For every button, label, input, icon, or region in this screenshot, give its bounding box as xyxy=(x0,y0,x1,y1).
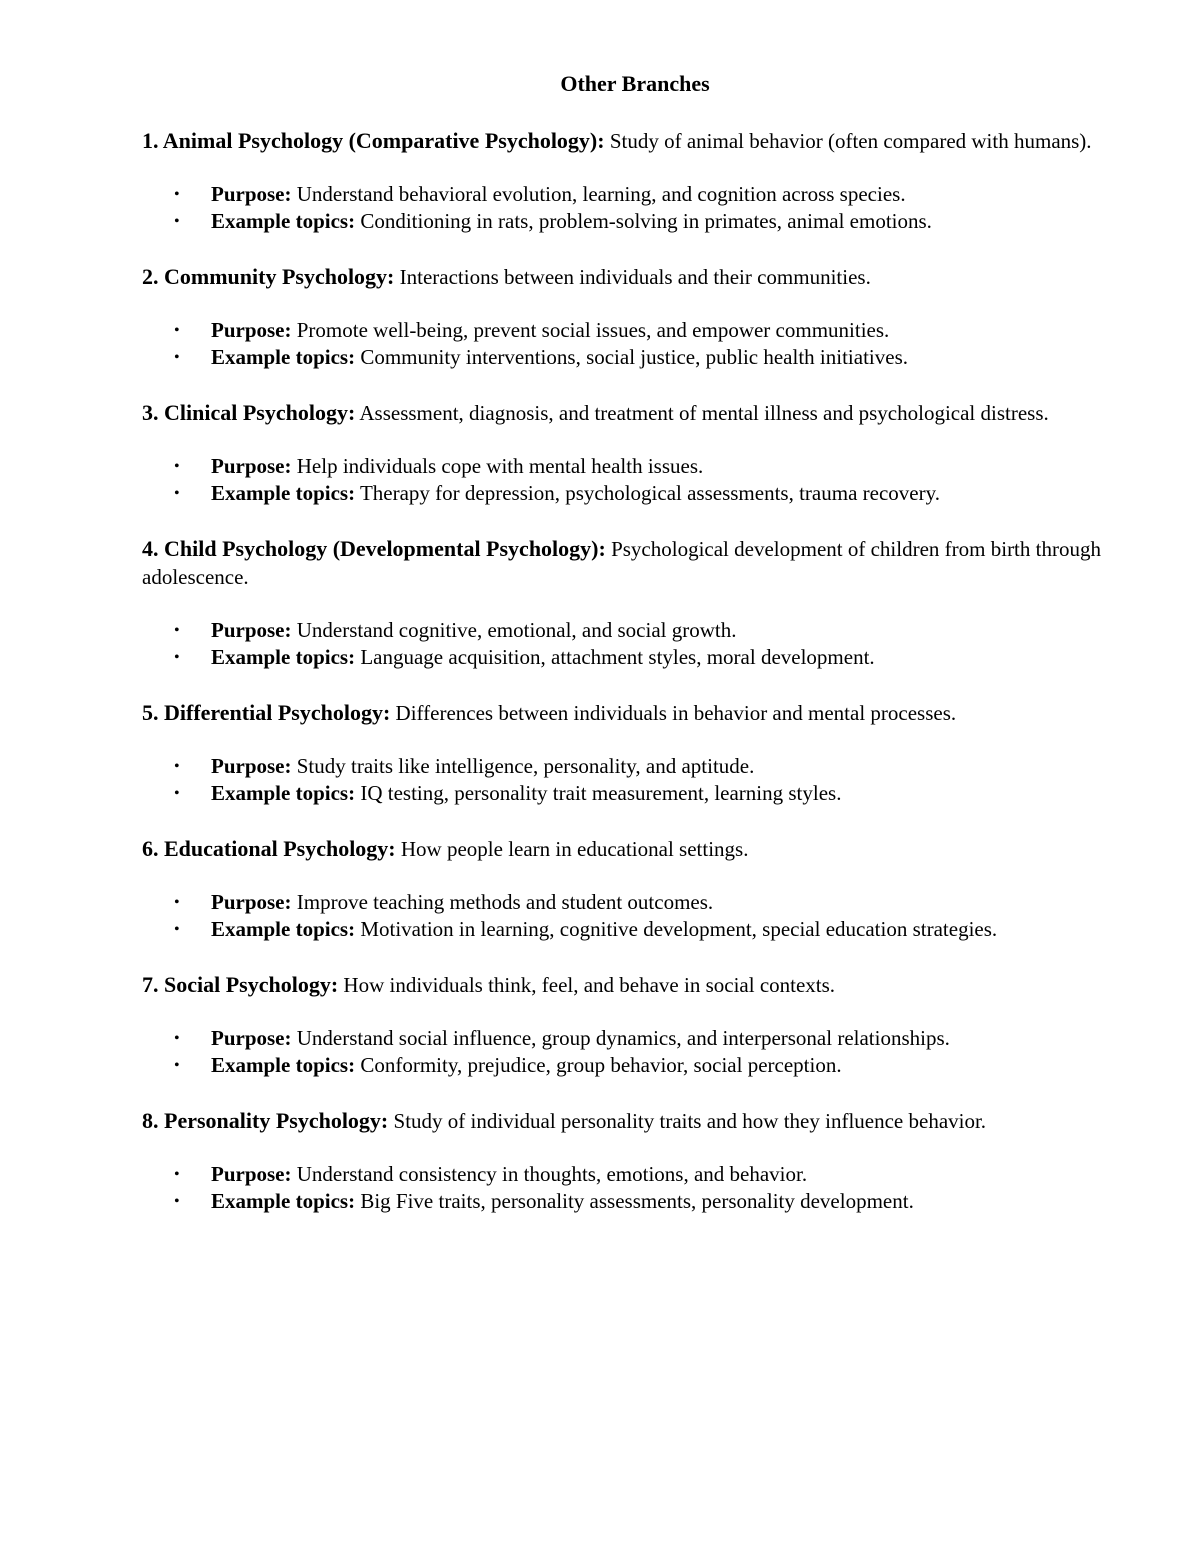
section-title: 6. Educational Psychology: xyxy=(142,836,396,861)
bullet-list xyxy=(142,453,1132,507)
topics-label: Example topics: xyxy=(211,209,356,233)
topics-text: Language acquisition, attachment styles, moral development. xyxy=(355,645,875,669)
purpose-text: Understand consistency in thoughts, emotions, and behavior. xyxy=(291,1162,808,1186)
purpose-label: Purpose: xyxy=(211,1026,292,1050)
list-item-purpose xyxy=(174,1161,1132,1188)
section-title: 8. Personality Psychology: xyxy=(142,1108,389,1133)
list-item-topics xyxy=(174,480,1132,507)
section-animal-psychology xyxy=(142,127,1132,235)
list-item-topics xyxy=(174,780,1132,807)
section-heading xyxy=(142,535,1132,591)
topics-label: Example topics: xyxy=(211,917,356,941)
section-title: 3. Clinical Psychology: xyxy=(142,400,356,425)
purpose-text: Promote well-being, prevent social issues, and empower communities. xyxy=(291,318,890,342)
bullet-icon: • xyxy=(174,186,180,203)
section-title: 1. Animal Psychology (Comparative Psychology): xyxy=(142,128,605,153)
section-heading xyxy=(142,699,1132,727)
bullet-icon: • xyxy=(174,649,180,666)
topics-text: Therapy for depression, psychological assessments, trauma recovery. xyxy=(355,481,940,505)
section-description: Interactions between individuals and their communities. xyxy=(394,265,871,289)
topics-text: IQ testing, personality trait measurement, learning styles. xyxy=(355,781,842,805)
purpose-label: Purpose: xyxy=(211,454,292,478)
section-personality-psychology xyxy=(142,1107,1132,1215)
section-heading xyxy=(142,399,1132,427)
section-heading xyxy=(142,1107,1132,1135)
bullet-icon: • xyxy=(174,1193,180,1210)
topics-label: Example topics: xyxy=(211,1189,356,1213)
list-item-topics xyxy=(174,916,1132,943)
topics-text: Community interventions, social justice, public health initiatives. xyxy=(355,345,908,369)
topics-text: Motivation in learning, cognitive development, special education strategies. xyxy=(355,917,998,941)
list-item-topics xyxy=(174,208,1132,235)
list-item-purpose xyxy=(174,889,1132,916)
list-item-purpose xyxy=(174,181,1132,208)
section-clinical-psychology xyxy=(142,399,1132,507)
bullet-icon: • xyxy=(174,1030,180,1047)
bullet-icon: • xyxy=(174,458,180,475)
page-title: Other Branches xyxy=(560,71,710,96)
purpose-label: Purpose: xyxy=(211,618,292,642)
list-item-purpose xyxy=(174,453,1132,480)
section-description: Study of individual personality traits and how they influence behavior. xyxy=(388,1109,987,1133)
section-title: 7. Social Psychology: xyxy=(142,972,339,997)
section-heading xyxy=(142,835,1132,863)
section-title: 2. Community Psychology: xyxy=(142,264,395,289)
bullet-icon: • xyxy=(174,322,180,339)
section-description: Assessment, diagnosis, and treatment of mental illness and psychological distress. xyxy=(355,401,1049,425)
purpose-text: Help individuals cope with mental health issues. xyxy=(291,454,704,478)
topics-label: Example topics: xyxy=(211,1053,356,1077)
bullet-list xyxy=(142,1161,1132,1215)
list-item-purpose xyxy=(174,317,1132,344)
bullet-icon: • xyxy=(174,213,180,230)
purpose-text: Study traits like intelligence, personality, and aptitude. xyxy=(291,754,755,778)
topics-label: Example topics: xyxy=(211,345,356,369)
topics-label: Example topics: xyxy=(211,645,356,669)
bullet-icon: • xyxy=(174,785,180,802)
topics-text: Conformity, prejudice, group behavior, social perception. xyxy=(355,1053,842,1077)
section-social-psychology xyxy=(142,971,1132,1079)
document-page xyxy=(142,70,1132,1243)
section-description: Study of animal behavior (often compared with humans). xyxy=(604,129,1092,153)
section-description: Psychological development of children from birth through adolescence. xyxy=(142,537,1101,589)
bullet-icon: • xyxy=(174,622,180,639)
purpose-label: Purpose: xyxy=(211,890,292,914)
section-differential-psychology xyxy=(142,699,1132,807)
section-community-psychology xyxy=(142,263,1132,371)
list-item-topics xyxy=(174,1052,1132,1079)
bullet-icon: • xyxy=(174,894,180,911)
bullet-icon: • xyxy=(174,485,180,502)
section-description: How people learn in educational settings. xyxy=(395,837,749,861)
section-description: Differences between individuals in behavior and mental processes. xyxy=(390,701,957,725)
list-item-topics xyxy=(174,1188,1132,1215)
bullet-list xyxy=(142,1025,1132,1079)
purpose-text: Improve teaching methods and student outcomes. xyxy=(291,890,714,914)
section-description: How individuals think, feel, and behave in social contexts. xyxy=(338,973,836,997)
purpose-text: Understand cognitive, emotional, and social growth. xyxy=(291,618,737,642)
topics-label: Example topics: xyxy=(211,481,356,505)
list-item-purpose xyxy=(174,1025,1132,1052)
bullet-list xyxy=(142,889,1132,943)
list-item-purpose xyxy=(174,753,1132,780)
topics-label: Example topics: xyxy=(211,781,356,805)
list-item-topics xyxy=(174,644,1132,671)
purpose-text: Understand social influence, group dynamics, and interpersonal relationships. xyxy=(291,1026,950,1050)
topics-text: Conditioning in rats, problem-solving in primates, animal emotions. xyxy=(355,209,932,233)
purpose-label: Purpose: xyxy=(211,182,292,206)
section-heading xyxy=(142,127,1132,155)
bullet-icon: • xyxy=(174,349,180,366)
bullet-icon: • xyxy=(174,1166,180,1183)
topics-text: Big Five traits, personality assessments, personality development. xyxy=(355,1189,914,1213)
section-title: 4. Child Psychology (Developmental Psychology): xyxy=(142,536,606,561)
section-heading xyxy=(142,971,1132,999)
bullet-icon: • xyxy=(174,1057,180,1074)
bullet-icon: • xyxy=(174,758,180,775)
purpose-label: Purpose: xyxy=(211,1162,292,1186)
bullet-list xyxy=(142,753,1132,807)
purpose-label: Purpose: xyxy=(211,318,292,342)
bullet-list xyxy=(142,317,1132,371)
section-educational-psychology xyxy=(142,835,1132,943)
purpose-label: Purpose: xyxy=(211,754,292,778)
section-title: 5. Differential Psychology: xyxy=(142,700,391,725)
section-heading xyxy=(142,263,1132,291)
list-item-purpose xyxy=(174,617,1132,644)
bullet-list xyxy=(142,181,1132,235)
section-child-psychology xyxy=(142,535,1132,671)
bullet-icon: • xyxy=(174,921,180,938)
bullet-list xyxy=(142,617,1132,671)
purpose-text: Understand behavioral evolution, learning, and cognition across species. xyxy=(291,182,906,206)
list-item-topics xyxy=(174,344,1132,371)
